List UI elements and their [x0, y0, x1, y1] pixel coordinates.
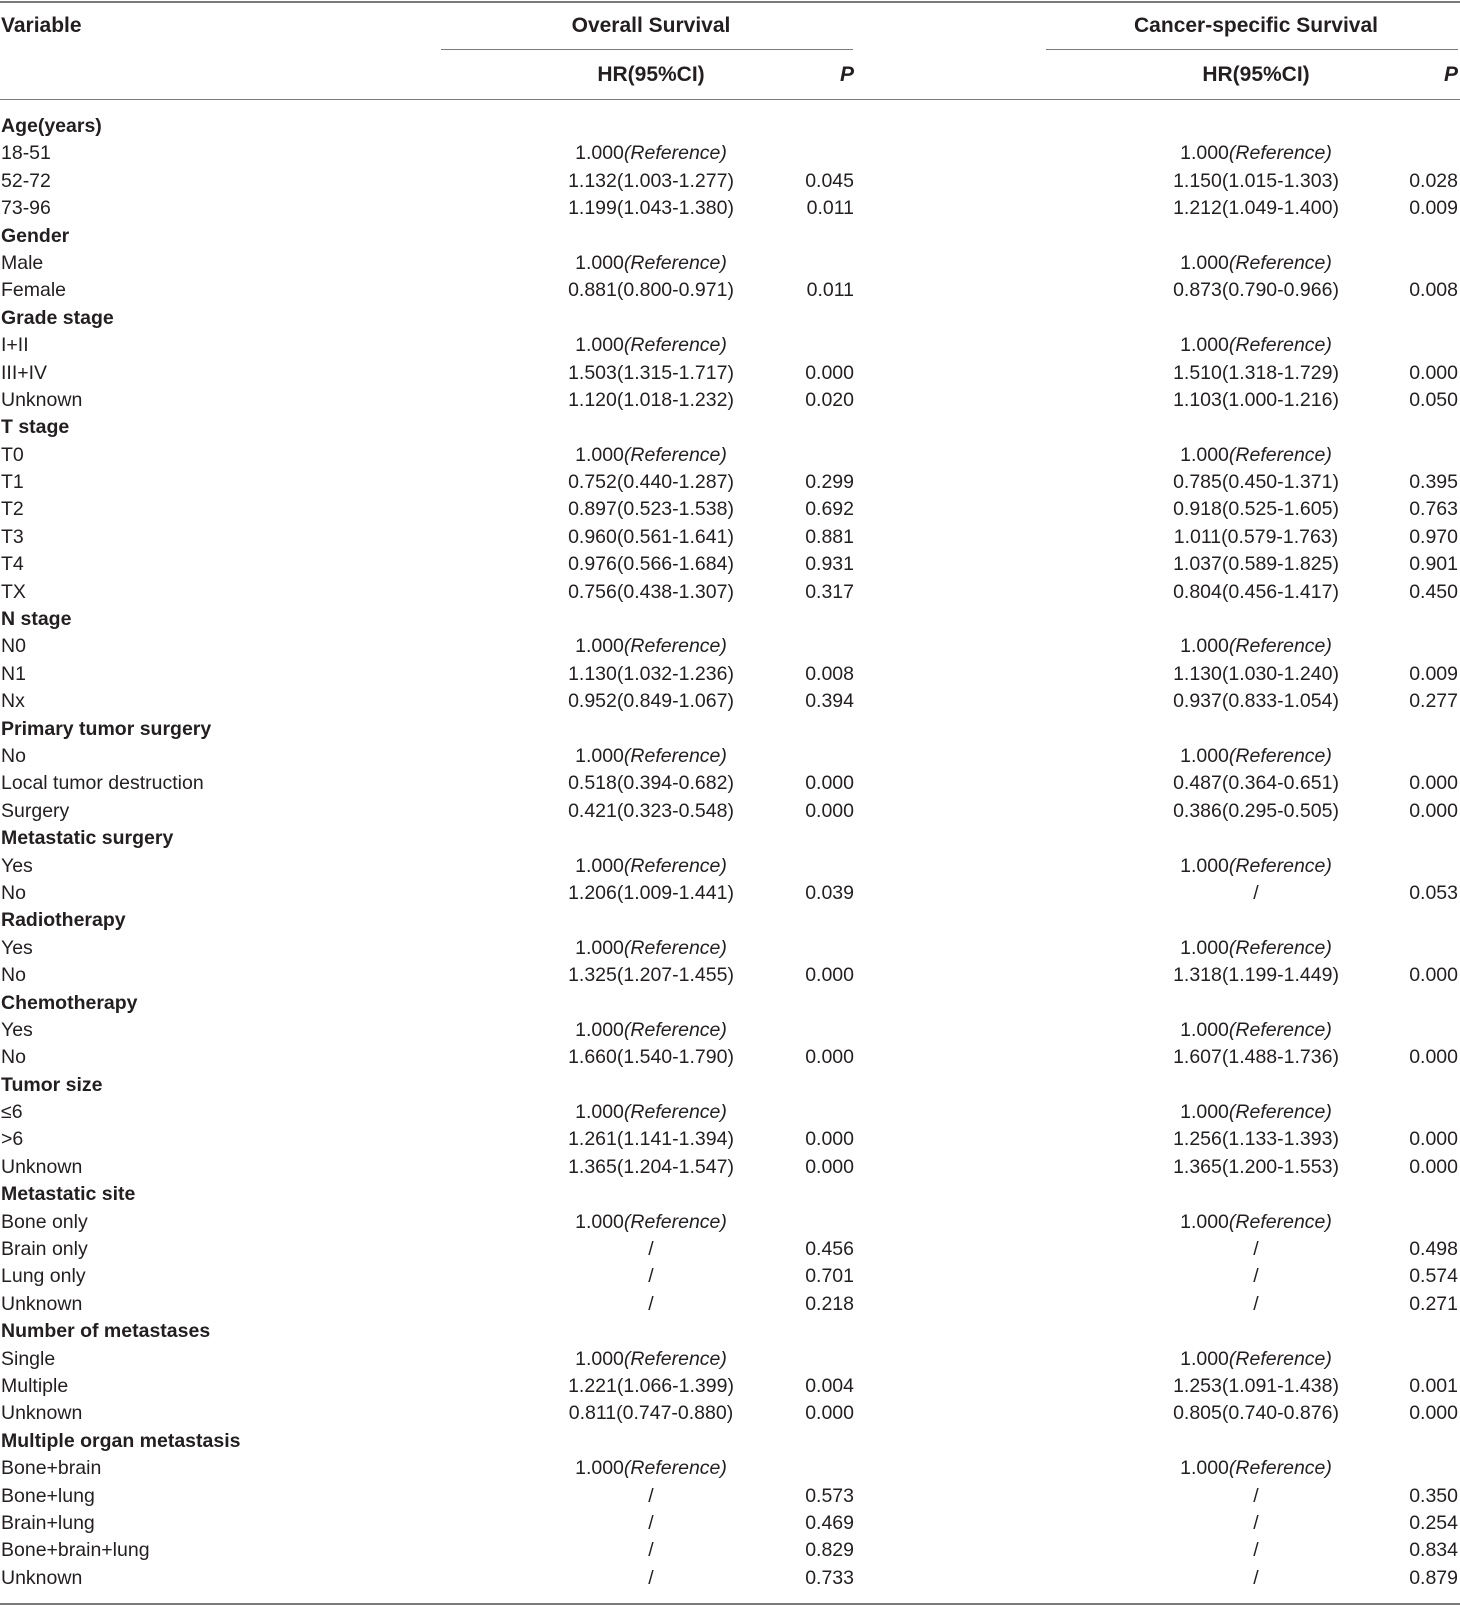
group-label: T stage [1, 416, 70, 439]
p-overall: 0.000 [805, 772, 854, 795]
hr-overall: 1.221(1.066-1.399) [568, 1374, 734, 1397]
variable-label: 73-96 [1, 197, 51, 220]
group-label: Multiple organ metastasis [1, 1429, 241, 1452]
hr-cancer-specific: 1.000(Reference) [1180, 251, 1332, 274]
reference-label: (Reference) [1228, 251, 1332, 274]
p-cancer-specific: 0.498 [1409, 1238, 1458, 1261]
hr-cancer-specific: 0.805(0.740-0.876) [1173, 1402, 1339, 1425]
hr-cancer-specific: 1.000(Reference) [1180, 744, 1332, 767]
hr-cancer-specific: 1.318(1.199-1.449) [1173, 964, 1339, 987]
variable-label: Yes [1, 936, 33, 959]
variable-label: Bone+brain+lung [1, 1539, 150, 1562]
table-row [0, 1099, 1460, 1126]
header-p-cancer-specific: P [1443, 63, 1458, 86]
p-cancer-specific: 0.000 [1409, 1128, 1458, 1151]
hr-overall: 0.897(0.523-1.538) [568, 498, 734, 521]
hr-overall: 1.206(1.009-1.441) [568, 881, 734, 904]
hr-cancer-specific: 1.000(Reference) [1180, 1018, 1332, 1041]
p-cancer-specific: 0.574 [1409, 1265, 1458, 1288]
hr-overall: / [648, 1484, 654, 1507]
variable-label: 18-51 [1, 142, 51, 165]
variable-label: ≤6 [1, 1101, 23, 1124]
table-row [0, 880, 1460, 907]
table-row [0, 1346, 1460, 1373]
p-overall: 0.000 [805, 1402, 854, 1425]
p-overall: 0.000 [805, 1155, 854, 1178]
hr-overall: 1.000(Reference) [575, 443, 727, 466]
table-row [0, 250, 1460, 277]
reference-label: (Reference) [1228, 1018, 1332, 1041]
variable-label: Lung only [1, 1265, 86, 1288]
hr-cancer-specific: / [1253, 1539, 1259, 1562]
p-cancer-specific: 0.000 [1409, 1402, 1458, 1425]
table-row [0, 1455, 1460, 1482]
table-row [0, 1044, 1460, 1071]
reference-label: (Reference) [623, 1457, 727, 1480]
p-overall: 0.881 [805, 525, 854, 548]
hr-cancer-specific: 0.487(0.364-0.651) [1173, 772, 1339, 795]
p-overall: 0.931 [805, 553, 854, 576]
hr-overall: 1.000(Reference) [575, 936, 727, 959]
p-overall: 0.469 [805, 1511, 854, 1534]
group-row [0, 1318, 1460, 1345]
hr-overall: 1.000(Reference) [575, 635, 727, 658]
hr-overall: 1.130(1.032-1.236) [568, 662, 734, 685]
hr-overall: 1.503(1.315-1.717) [568, 361, 734, 384]
variable-label: Unknown [1, 1566, 83, 1589]
table-row [0, 442, 1460, 469]
p-cancer-specific: 0.000 [1409, 964, 1458, 987]
reference-label: (Reference) [1228, 936, 1332, 959]
p-overall: 0.000 [805, 1046, 854, 1069]
table-row [0, 140, 1460, 167]
table-row [0, 688, 1460, 715]
variable-label: Single [1, 1347, 56, 1370]
reference-label: (Reference) [623, 251, 727, 274]
group-label: Metastatic surgery [1, 827, 174, 850]
p-cancer-specific: 0.277 [1409, 690, 1458, 713]
header-cancer-specific-survival: Cancer-specific Survival [1134, 14, 1378, 37]
header-variable: Variable [1, 14, 82, 37]
reference-label: (Reference) [1228, 142, 1332, 165]
group-row [0, 1428, 1460, 1455]
reference-label: (Reference) [623, 635, 727, 658]
table-row [0, 195, 1460, 222]
p-cancer-specific: 0.763 [1409, 498, 1458, 521]
table-row [0, 551, 1460, 578]
hr-cancer-specific: / [1253, 1292, 1259, 1315]
hr-cancer-specific: 1.037(0.589-1.825) [1173, 553, 1339, 576]
hr-overall: 0.752(0.440-1.287) [568, 471, 734, 494]
hr-cancer-specific: / [1253, 1566, 1259, 1589]
reference-label: (Reference) [623, 1347, 727, 1370]
hr-cancer-specific: / [1253, 1511, 1259, 1534]
p-cancer-specific: 0.395 [1409, 471, 1458, 494]
p-cancer-specific: 0.970 [1409, 525, 1458, 548]
hr-cancer-specific: / [1253, 881, 1259, 904]
hr-cancer-specific: 0.804(0.456-1.417) [1173, 580, 1339, 603]
hr-cancer-specific: 1.253(1.091-1.438) [1173, 1374, 1339, 1397]
p-overall: 0.692 [805, 498, 854, 521]
hr-overall: 1.132(1.003-1.277) [568, 169, 734, 192]
cancer-specific-survival-underline [1046, 49, 1458, 50]
variable-label: T2 [1, 498, 24, 521]
p-overall: 0.000 [805, 799, 854, 822]
reference-label: (Reference) [623, 936, 727, 959]
header-overall-survival: Overall Survival [571, 14, 731, 37]
variable-label: I+II [1, 334, 29, 357]
variable-label: III+IV [1, 361, 48, 384]
p-overall: 0.008 [805, 662, 854, 685]
table-row [0, 387, 1460, 414]
table-row [0, 579, 1460, 606]
hr-overall: 1.000(Reference) [575, 1210, 727, 1233]
table-row [0, 496, 1460, 523]
hr-overall: 0.811(0.747-0.880) [568, 1402, 734, 1425]
p-overall: 0.011 [806, 197, 854, 220]
group-label: Tumor size [1, 1073, 103, 1096]
reference-label: (Reference) [1228, 1347, 1332, 1370]
variable-label: Surgery [1, 799, 70, 822]
group-row [0, 825, 1460, 852]
variable-label: Female [1, 279, 67, 302]
table-row [0, 1236, 1460, 1263]
p-cancer-specific: 0.271 [1409, 1292, 1458, 1315]
p-cancer-specific: 0.028 [1409, 169, 1458, 192]
hr-cancer-specific: 1.510(1.318-1.729) [1173, 361, 1339, 384]
hr-overall: 0.756(0.438-1.307) [568, 580, 734, 603]
hr-cancer-specific: / [1253, 1238, 1259, 1261]
group-label: Primary tumor surgery [1, 717, 212, 740]
hr-cancer-specific: 1.011(0.579-1.763) [1173, 525, 1339, 548]
variable-label: Brain only [1, 1238, 88, 1261]
variable-label: N1 [1, 662, 26, 685]
hr-overall: 1.325(1.207-1.455) [568, 964, 734, 987]
p-overall: 0.733 [805, 1566, 854, 1589]
hr-cancer-specific: 1.607(1.488-1.736) [1173, 1046, 1339, 1069]
hr-overall: 1.261(1.141-1.394) [568, 1128, 734, 1151]
group-row [0, 113, 1460, 140]
group-row [0, 305, 1460, 332]
hr-overall: 0.952(0.849-1.067) [568, 690, 734, 713]
variable-label: Unknown [1, 1292, 83, 1315]
p-cancer-specific: 0.901 [1409, 553, 1458, 576]
reference-label: (Reference) [1228, 1101, 1332, 1124]
variable-label: Yes [1, 854, 33, 877]
hr-cancer-specific: 1.000(Reference) [1180, 854, 1332, 877]
table-row [0, 633, 1460, 660]
table-row [0, 1126, 1460, 1153]
hr-overall: 1.000(Reference) [575, 1347, 727, 1370]
hr-cancer-specific: 1.000(Reference) [1180, 936, 1332, 959]
p-overall: 0.701 [805, 1265, 854, 1288]
reference-label: (Reference) [623, 1210, 727, 1233]
p-cancer-specific: 0.009 [1409, 662, 1458, 685]
p-cancer-specific: 0.053 [1409, 881, 1458, 904]
hr-overall: 0.518(0.394-0.682) [568, 772, 734, 795]
hr-overall: / [648, 1265, 654, 1288]
hr-cancer-specific: 1.212(1.049-1.400) [1173, 197, 1339, 220]
hr-overall: 1.000(Reference) [575, 744, 727, 767]
p-cancer-specific: 0.008 [1409, 279, 1458, 302]
variable-label: Brain+lung [1, 1511, 95, 1534]
table-row [0, 935, 1460, 962]
hr-overall: / [648, 1539, 654, 1562]
table-row [0, 743, 1460, 770]
hr-overall: 1.000(Reference) [575, 1018, 727, 1041]
p-overall: 0.573 [805, 1484, 854, 1507]
reference-label: (Reference) [1228, 1457, 1332, 1480]
reference-label: (Reference) [623, 142, 727, 165]
table-row [0, 1263, 1460, 1290]
hr-cancer-specific: 0.873(0.790-0.966) [1173, 279, 1339, 302]
hr-cancer-specific: 1.365(1.200-1.553) [1173, 1155, 1339, 1178]
p-cancer-specific: 0.000 [1409, 799, 1458, 822]
reference-label: (Reference) [1228, 443, 1332, 466]
p-overall: 0.000 [805, 361, 854, 384]
hr-cancer-specific: / [1253, 1484, 1259, 1507]
variable-label: No [1, 964, 26, 987]
reference-label: (Reference) [623, 443, 727, 466]
hr-overall: / [648, 1511, 654, 1534]
table-bottom-rule [0, 1603, 1460, 1605]
hr-cancer-specific: / [1253, 1265, 1259, 1288]
variable-label: Local tumor destruction [1, 772, 204, 795]
hr-cancer-specific: 1.000(Reference) [1180, 334, 1332, 357]
hr-cancer-specific: 0.937(0.833-1.054) [1173, 690, 1339, 713]
group-label: Metastatic site [1, 1183, 136, 1206]
hr-cancer-specific: 1.256(1.133-1.393) [1173, 1128, 1339, 1151]
reference-label: (Reference) [623, 854, 727, 877]
hr-cancer-specific: 1.000(Reference) [1180, 1101, 1332, 1124]
group-label: Number of metastases [1, 1320, 211, 1343]
group-row [0, 606, 1460, 633]
p-cancer-specific: 0.879 [1409, 1566, 1458, 1589]
hr-overall: 1.000(Reference) [575, 334, 727, 357]
p-cancer-specific: 0.450 [1409, 580, 1458, 603]
reference-label: (Reference) [623, 334, 727, 357]
p-overall: 0.000 [805, 964, 854, 987]
hr-overall: 1.199(1.043-1.380) [568, 197, 734, 220]
p-cancer-specific: 0.050 [1409, 388, 1458, 411]
hr-overall: 1.000(Reference) [575, 1101, 727, 1124]
p-overall: 0.045 [805, 169, 854, 192]
group-label: Chemotherapy [1, 991, 138, 1014]
variable-label: >6 [1, 1128, 24, 1151]
hr-cancer-specific: 0.785(0.450-1.371) [1173, 471, 1339, 494]
p-cancer-specific: 0.001 [1409, 1374, 1458, 1397]
reference-label: (Reference) [1228, 334, 1332, 357]
group-row [0, 907, 1460, 934]
variable-label: 52-72 [1, 169, 51, 192]
hr-overall: 1.120(1.018-1.232) [568, 388, 734, 411]
table-row [0, 1537, 1460, 1564]
p-cancer-specific: 0.000 [1409, 1046, 1458, 1069]
table-row [0, 360, 1460, 387]
variable-label: N0 [1, 635, 26, 658]
hr-overall: / [648, 1292, 654, 1315]
p-overall: 0.394 [805, 690, 854, 713]
p-overall: 0.299 [805, 471, 854, 494]
group-label: Gender [1, 224, 70, 247]
hr-overall: 0.881(0.800-0.971) [568, 279, 734, 302]
hr-overall: 0.960(0.561-1.641) [568, 525, 734, 548]
variable-label: Nx [1, 690, 25, 713]
hr-cancer-specific: 1.000(Reference) [1180, 1347, 1332, 1370]
variable-label: Unknown [1, 1402, 83, 1425]
table-header-rule [0, 99, 1460, 100]
table-row [0, 853, 1460, 880]
variable-label: Bone+lung [1, 1484, 95, 1507]
hr-overall: 1.365(1.204-1.547) [568, 1155, 734, 1178]
variable-label: Male [1, 251, 44, 274]
hr-cancer-specific: 1.000(Reference) [1180, 443, 1332, 466]
p-overall: 0.317 [805, 580, 854, 603]
variable-label: Unknown [1, 1155, 83, 1178]
p-cancer-specific: 0.000 [1409, 1155, 1458, 1178]
table-row [0, 1565, 1460, 1592]
group-label: Age(years) [1, 115, 102, 137]
p-overall: 0.039 [805, 881, 854, 904]
table-row [0, 469, 1460, 496]
p-overall: 0.000 [805, 1128, 854, 1151]
p-overall: 0.011 [806, 279, 854, 302]
p-overall: 0.218 [805, 1292, 854, 1315]
hr-cancer-specific: 1.000(Reference) [1180, 635, 1332, 658]
group-row [0, 1181, 1460, 1208]
hr-overall: 1.000(Reference) [575, 1457, 727, 1480]
hr-overall: 1.000(Reference) [575, 854, 727, 877]
variable-label: T0 [1, 443, 24, 466]
p-overall: 0.456 [805, 1238, 854, 1261]
table-row [0, 1373, 1460, 1400]
p-overall: 0.829 [805, 1539, 854, 1562]
table-top-rule [0, 1, 1460, 3]
p-overall: 0.020 [805, 388, 854, 411]
reference-label: (Reference) [1228, 1210, 1332, 1233]
table-body [0, 113, 1460, 1592]
hr-overall: 0.976(0.566-1.684) [568, 553, 734, 576]
table-row [0, 1483, 1460, 1510]
group-label: Grade stage [1, 306, 114, 329]
reference-label: (Reference) [1228, 635, 1332, 658]
hr-cancer-specific: 1.000(Reference) [1180, 1457, 1332, 1480]
header-hr-cancer-specific: HR(95%CI) [1202, 63, 1310, 86]
group-row [0, 1072, 1460, 1099]
reference-label: (Reference) [623, 1018, 727, 1041]
hr-cancer-specific: 0.386(0.295-0.505) [1173, 799, 1339, 822]
table-row [0, 770, 1460, 797]
variable-label: No [1, 744, 26, 767]
hr-cancer-specific: 1.000(Reference) [1180, 142, 1332, 165]
variable-label: Bone+brain [1, 1457, 102, 1480]
hr-cancer-specific: 0.918(0.525-1.605) [1173, 498, 1339, 521]
table-row [0, 1209, 1460, 1236]
p-cancer-specific: 0.254 [1409, 1511, 1458, 1534]
table-row [0, 277, 1460, 304]
hr-overall: 1.660(1.540-1.790) [568, 1046, 734, 1069]
variable-label: T4 [1, 553, 24, 576]
reference-label: (Reference) [623, 1101, 727, 1124]
variable-label: Multiple [1, 1374, 69, 1397]
reference-label: (Reference) [1228, 854, 1332, 877]
variable-label: No [1, 1046, 26, 1069]
group-label: N stage [1, 608, 72, 631]
p-cancer-specific: 0.009 [1409, 197, 1458, 220]
hr-cancer-specific: 1.130(1.030-1.240) [1173, 662, 1339, 685]
table-row [0, 1510, 1460, 1537]
variable-label: Unknown [1, 388, 83, 411]
variable-label: T1 [1, 471, 24, 494]
table-row [0, 962, 1460, 989]
variable-label: Bone only [1, 1210, 88, 1233]
group-row [0, 414, 1460, 441]
reference-label: (Reference) [623, 744, 727, 767]
hr-cancer-specific: 1.103(1.000-1.216) [1173, 388, 1339, 411]
variable-label: No [1, 881, 26, 904]
table-row [0, 168, 1460, 195]
p-cancer-specific: 0.834 [1409, 1539, 1458, 1562]
table-row [0, 798, 1460, 825]
group-row [0, 990, 1460, 1017]
p-cancer-specific: 0.000 [1409, 772, 1458, 795]
group-label: Radiotherapy [1, 909, 126, 932]
hr-overall: 0.421(0.323-0.548) [568, 799, 734, 822]
reference-label: (Reference) [1228, 744, 1332, 767]
hr-overall: 1.000(Reference) [575, 142, 727, 165]
hr-cancer-specific: 1.000(Reference) [1180, 1210, 1332, 1233]
p-overall: 0.004 [805, 1374, 854, 1397]
p-cancer-specific: 0.000 [1409, 361, 1458, 384]
table-row [0, 1017, 1460, 1044]
variable-label: T3 [1, 525, 24, 548]
table-row [0, 1291, 1460, 1318]
header-p-overall: P [839, 63, 854, 86]
header-hr-overall: HR(95%CI) [597, 63, 705, 86]
group-row [0, 716, 1460, 743]
table-row [0, 1154, 1460, 1181]
p-cancer-specific: 0.350 [1409, 1484, 1458, 1507]
table-row [0, 524, 1460, 551]
hr-overall: / [648, 1238, 654, 1261]
hr-overall: / [648, 1566, 654, 1589]
table-row [0, 1400, 1460, 1427]
variable-label: Yes [1, 1018, 33, 1041]
table-row [0, 332, 1460, 359]
group-row [0, 223, 1460, 250]
overall-survival-underline [441, 49, 853, 50]
variable-label: TX [1, 580, 26, 603]
hr-cancer-specific: 1.150(1.015-1.303) [1173, 169, 1339, 192]
hr-overall: 1.000(Reference) [575, 251, 727, 274]
table-row [0, 661, 1460, 688]
